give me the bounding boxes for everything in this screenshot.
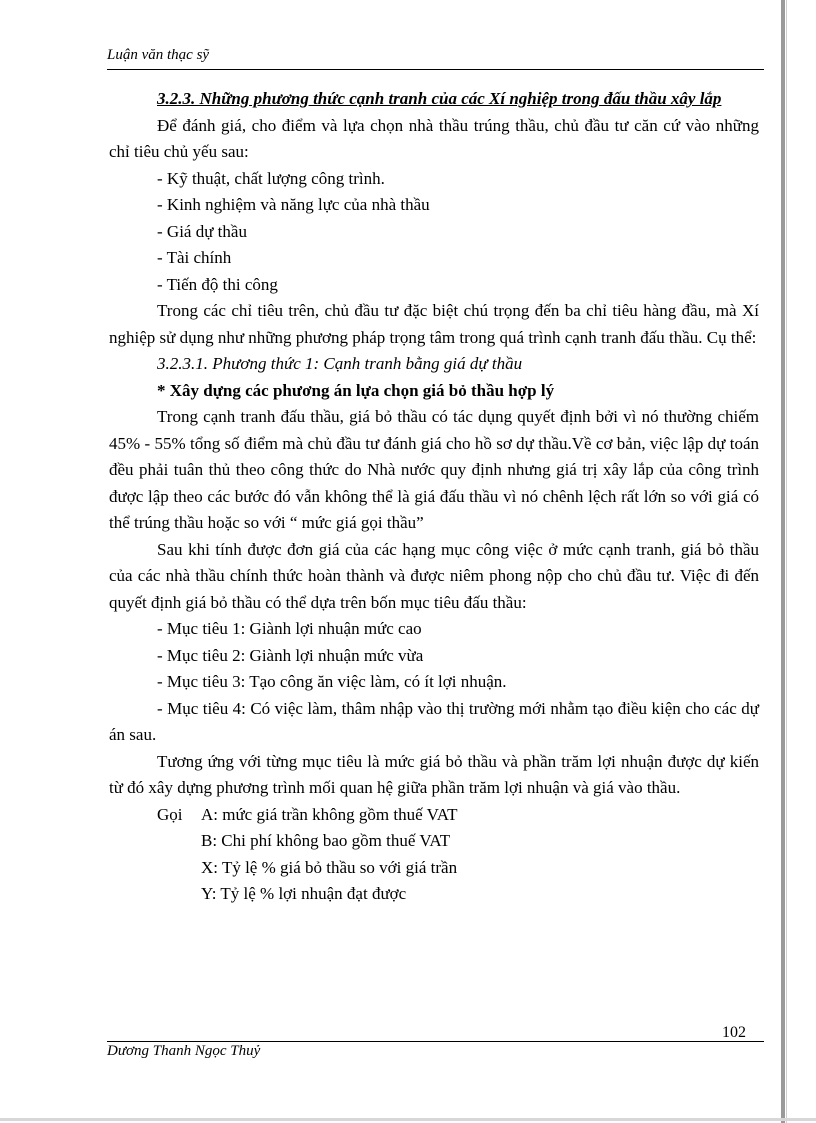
goal-item: - Mục tiêu 2: Giành lợi nhuận mức vừa (157, 645, 424, 665)
focus-paragraph: Trong các chỉ tiêu trên, chủ đầu tư đặc biệt chú trọng đến ba chỉ tiêu hàng đầu, mà Xí nghiệp sử dụng như những phương pháp trọng tâm trong quá trình cạnh tranh đấu thầu. Cụ thể: (109, 301, 759, 347)
header-rule (107, 69, 764, 70)
after-paragraph: Sau khi tính được đơn giá của các hạng mục công việc ở mức cạnh tranh, giá bỏ thầu của các nhà thầu chính thức hoàn thành và được niêm phong nộp cho chủ đầu tư. Việc đi đến quyết định giá bỏ thầu có thể dựa trên bốn mục tiêu đấu thầu: (109, 539, 759, 612)
footer-rule (107, 1041, 764, 1042)
intro-paragraph: Để đánh giá, cho điểm và lựa chọn nhà thầu trúng thầu, chủ đầu tư căn cứ vào những chỉ tiêu chủ yếu sau: (109, 115, 759, 161)
page-number: 102 (722, 1024, 746, 1041)
goal-item: - Mục tiêu 1: Giành lợi nhuận mức cao (157, 619, 422, 638)
page-frame-right-shadow (786, 0, 787, 1123)
criteria-item: - Kỹ thuật, chất lượng công trình. (157, 168, 385, 188)
bold-heading: * Xây dựng các phương án lựa chọn giá bỏ thầu hợp lý (157, 380, 555, 400)
definition-item: Y: Tỷ lệ % lợi nhuận đạt được (201, 884, 407, 903)
criteria-item: - Tiến độ thi công (157, 274, 278, 294)
definition-item: A: mức giá trần không gồm thuế VAT (201, 804, 458, 824)
page-frame-bottom (0, 1118, 816, 1121)
page-frame-right (781, 0, 785, 1123)
criteria-item: - Tài chính (157, 248, 232, 267)
correspond-paragraph: Tương ứng với từng mục tiêu là mức giá bỏ thầu và phần trăm lợi nhuận được dự kiến từ đó xây dựng phương trình mối quan hệ giữa phần trăm lợi nhuận và giá vào thầu. (109, 751, 759, 797)
running-footer-author: Dương Thanh Ngọc Thuỷ (107, 1043, 261, 1059)
subsection-heading: 3.2.3.1. Phương thức 1: Cạnh tranh bằng giá dự thầu (157, 354, 523, 373)
goal-item: - Mục tiêu 3: Tạo công ăn việc làm, có ít lợi nhuận. (157, 672, 507, 691)
page-body (109, 86, 759, 908)
goi-label: Gọi (157, 804, 183, 824)
definition-item: B: Chi phí không bao gồm thuế VAT (201, 831, 451, 850)
section-title: 3.2.3. Những phương thức cạnh tranh của các Xí nghiệp trong đấu thầu xây lắp (157, 89, 722, 108)
goal-item: - Mục tiêu 4: Có việc làm, thâm nhập vào thị trường mới nhằm tạo điều kiện cho các dự án sau. (109, 698, 759, 744)
running-header: Luận văn thạc sỹ (107, 47, 210, 63)
criteria-item: - Giá dự thầu (157, 221, 247, 241)
definition-row (109, 802, 759, 829)
criteria-item: - Kinh nghiệm và năng lực của nhà thầu (157, 195, 430, 214)
definition-item: X: Tỷ lệ % giá bỏ thầu so với giá trần (201, 857, 458, 877)
price-paragraph: Trong cạnh tranh đấu thầu, giá bỏ thầu có tác dụng quyết định bởi vì nó thường chiếm 45% - 55% tổng số điểm mà chủ đầu tư đánh giá cho hồ sơ dự thầu.Về cơ bản, việc lập dự toán đều phải tuân thủ theo công thức do Nhà nước quy định nhưng giá trị xây lắp của công trình được lập theo các bước đó vẫn không thể là giá đấu thầu vì nó chênh lệch rất lớn so với giá có thể trúng thầu hoặc so với “ mức giá gọi thầu” (109, 407, 759, 532)
